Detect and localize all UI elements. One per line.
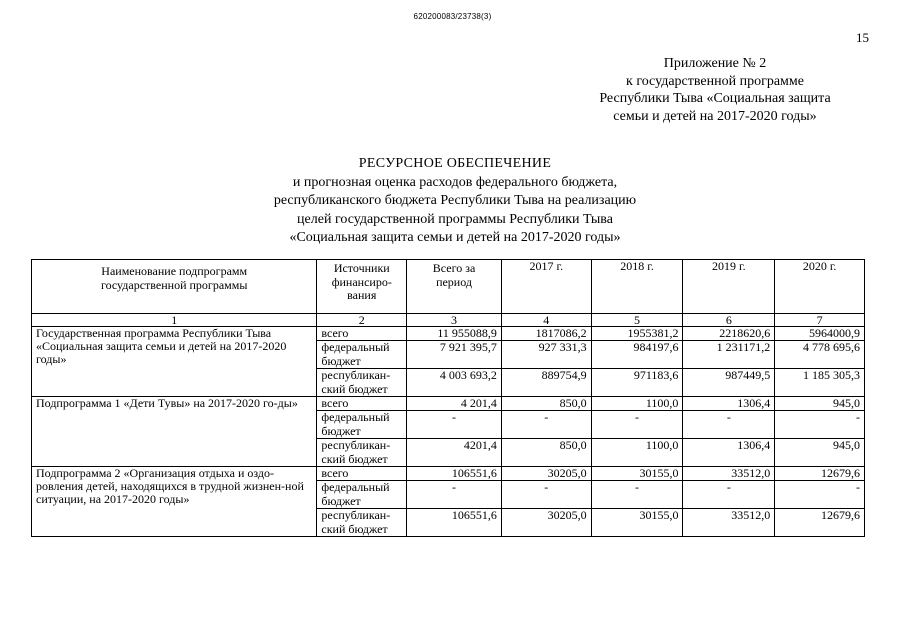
value-cell: 12679,6: [775, 467, 865, 481]
value-cell: 4 778 695,6: [775, 341, 865, 369]
value-cell: 106551,6: [407, 467, 502, 481]
value-cell: 30205,0: [501, 467, 591, 481]
header-2018: 2018 г.: [591, 260, 683, 314]
value-cell: 1 231171,2: [683, 341, 775, 369]
value-cell: -: [407, 411, 502, 439]
value-cell: 12679,6: [775, 509, 865, 537]
source-cell: федеральный бюджет: [317, 481, 407, 509]
document-title: [210, 155, 700, 248]
value-cell: 30205,0: [501, 509, 591, 537]
value-cell: 4201,4: [407, 439, 502, 467]
value-cell: 4 003 693,2: [407, 369, 502, 397]
column-number: 7: [775, 314, 865, 327]
column-number: 2: [317, 314, 407, 327]
column-number: 6: [683, 314, 775, 327]
value-cell: 5964000,9: [775, 327, 865, 341]
resource-table: [31, 259, 865, 537]
program-name: Подпрограмма 1 «Дети Тувы» на 2017-2020 го-ды»: [32, 397, 317, 467]
program-name: Государственная программа Республики Тыва «Социальная защита семьи и детей на 2017-2020 годы»: [32, 327, 317, 397]
appendix-header: [560, 55, 870, 125]
title-line: «Социальная защита семьи и детей на 2017-2020 годы»: [289, 230, 621, 245]
value-cell: -: [501, 411, 591, 439]
value-cell: 11 955088,9: [407, 327, 502, 341]
source-cell: федеральный бюджет: [317, 341, 407, 369]
value-cell: 927 331,3: [501, 341, 591, 369]
program-name: Подпрограмма 2 «Организация отдыха и оздо-ровления детей, находящихся в трудной жизнен-ной ситуации, на 2017-2020 годы»: [32, 467, 317, 537]
value-cell: 33512,0: [683, 509, 775, 537]
source-cell: республикан-ский бюджет: [317, 509, 407, 537]
column-number: 3: [407, 314, 502, 327]
value-cell: 33512,0: [683, 467, 775, 481]
value-cell: 945,0: [775, 439, 865, 467]
value-cell: 984197,6: [591, 341, 683, 369]
source-cell: всего: [317, 327, 407, 341]
title-line: целей государственной программы Республики Тыва: [297, 211, 613, 227]
title-line: республиканского бюджета Республики Тыва на реализацию: [273, 193, 637, 208]
value-cell: 1817086,2: [501, 327, 591, 341]
value-cell: -: [683, 411, 775, 439]
header-name: Наименование подпрограмм государственной программы: [32, 260, 317, 314]
value-cell: 4 201,4: [407, 397, 502, 411]
appendix-line: Приложение № 2: [663, 56, 767, 71]
column-number-row: [32, 314, 865, 327]
value-cell: 106551,6: [407, 509, 502, 537]
header-source: Источники финансиро-вания: [317, 260, 407, 314]
table-row: [32, 467, 865, 481]
value-cell: 889754,9: [501, 369, 591, 397]
value-cell: -: [775, 481, 865, 509]
value-cell: 30155,0: [591, 509, 683, 537]
value-cell: 971183,6: [591, 369, 683, 397]
value-cell: 1955381,2: [591, 327, 683, 341]
value-cell: 7 921 395,7: [407, 341, 502, 369]
value-cell: 1306,4: [683, 439, 775, 467]
value-cell: 987449,5: [683, 369, 775, 397]
value-cell: -: [407, 481, 502, 509]
source-cell: республикан-ский бюджет: [317, 369, 407, 397]
source-cell: республикан-ский бюджет: [317, 439, 407, 467]
appendix-line: Республики Тыва «Социальная защита: [599, 91, 831, 106]
value-cell: 1100,0: [591, 397, 683, 411]
document-id: 620200083/23738(3): [413, 12, 492, 21]
column-number: 4: [501, 314, 591, 327]
title-main: РЕСУРСНОЕ ОБЕСПЕЧЕНИЕ: [358, 156, 552, 171]
value-cell: 850,0: [501, 397, 591, 411]
appendix-line: к государственной программе: [626, 73, 804, 89]
table-header-row: [32, 260, 865, 314]
value-cell: 1306,4: [683, 397, 775, 411]
source-cell: всего: [317, 467, 407, 481]
header-2020: 2020 г.: [775, 260, 865, 314]
header-2017: 2017 г.: [501, 260, 591, 314]
value-cell: -: [591, 411, 683, 439]
title-line: и прогнозная оценка расходов федерального бюджета,: [292, 174, 618, 190]
value-cell: -: [775, 411, 865, 439]
column-number: 5: [591, 314, 683, 327]
header-total: Всего за период: [407, 260, 502, 314]
source-cell: всего: [317, 397, 407, 411]
page-number: 15: [856, 30, 869, 45]
value-cell: 945,0: [775, 397, 865, 411]
column-number: 1: [32, 314, 317, 327]
value-cell: -: [683, 481, 775, 509]
value-cell: -: [501, 481, 591, 509]
value-cell: 1 185 305,3: [775, 369, 865, 397]
value-cell: 1100,0: [591, 439, 683, 467]
value-cell: 850,0: [501, 439, 591, 467]
table-row: [32, 327, 865, 341]
source-cell: федеральный бюджет: [317, 411, 407, 439]
value-cell: -: [591, 481, 683, 509]
table-row: [32, 397, 865, 411]
value-cell: 2218620,6: [683, 327, 775, 341]
appendix-line: семьи и детей на 2017-2020 годы»: [613, 108, 817, 124]
header-2019: 2019 г.: [683, 260, 775, 314]
value-cell: 30155,0: [591, 467, 683, 481]
